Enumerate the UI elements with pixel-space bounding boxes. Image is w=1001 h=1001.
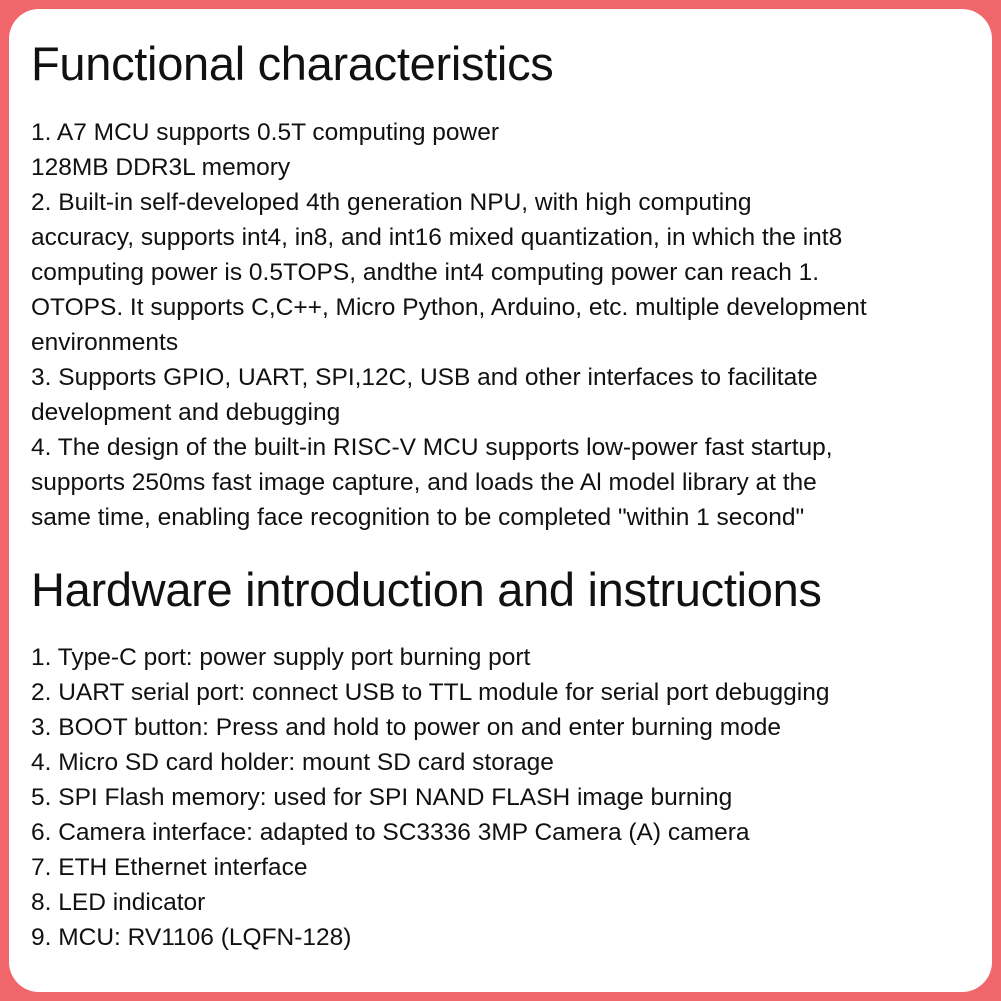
functional-line: development and debugging: [31, 399, 341, 426]
hardware-line: 2. UART serial port: connect USB to TTL module for serial port debugging: [31, 679, 830, 706]
functional-characteristics-list: [31, 115, 867, 535]
hardware-line: 9. MCU: RV1106 (LQFN-128): [31, 924, 352, 951]
functional-line: 2. Built-in self-developed 4th generation NPU, with high computing: [31, 189, 752, 216]
functional-line: 1. A7 MCU supports 0.5T computing power: [31, 119, 500, 146]
hardware-line: 8. LED indicator: [31, 889, 206, 916]
functional-line: environments: [31, 329, 179, 356]
functional-line: accuracy, supports int4, in8, and int16 mixed quantization, in which the int8: [31, 224, 843, 251]
hardware-line: 4. Micro SD card holder: mount SD card storage: [31, 749, 554, 776]
functional-line: supports 250ms fast image capture, and loads the Al model library at the: [31, 469, 817, 496]
functional-line: 128MB DDR3L memory: [31, 154, 291, 181]
info-card: [9, 9, 992, 992]
hardware-introduction-title: Hardware introduction and instructions: [31, 563, 822, 616]
functional-line: same time, enabling face recognition to be completed "within 1 second": [31, 504, 805, 531]
hardware-line: 1. Type-C port: power supply port burning port: [31, 644, 531, 671]
functional-line: OTOPS. It supports C,C++, Micro Python, Arduino, etc. multiple development: [31, 294, 867, 321]
functional-characteristics-title: Functional characteristics: [31, 37, 554, 90]
hardware-line: 5. SPI Flash memory: used for SPI NAND FLASH image burning: [31, 784, 733, 811]
hardware-introduction-list: [31, 640, 829, 955]
functional-line: 4. The design of the built-in RISC-V MCU supports low-power fast startup,: [31, 434, 833, 461]
hardware-line: 7. ETH Ethernet interface: [31, 854, 308, 881]
functional-line: 3. Supports GPIO, UART, SPI,12C, USB and other interfaces to facilitate: [31, 364, 818, 391]
functional-line: computing power is 0.5TOPS, andthe int4 computing power can reach 1.: [31, 259, 820, 286]
hardware-line: 3. BOOT button: Press and hold to power on and enter burning mode: [31, 714, 781, 741]
hardware-line: 6. Camera interface: adapted to SC3336 3MP Camera (A) camera: [31, 819, 750, 846]
